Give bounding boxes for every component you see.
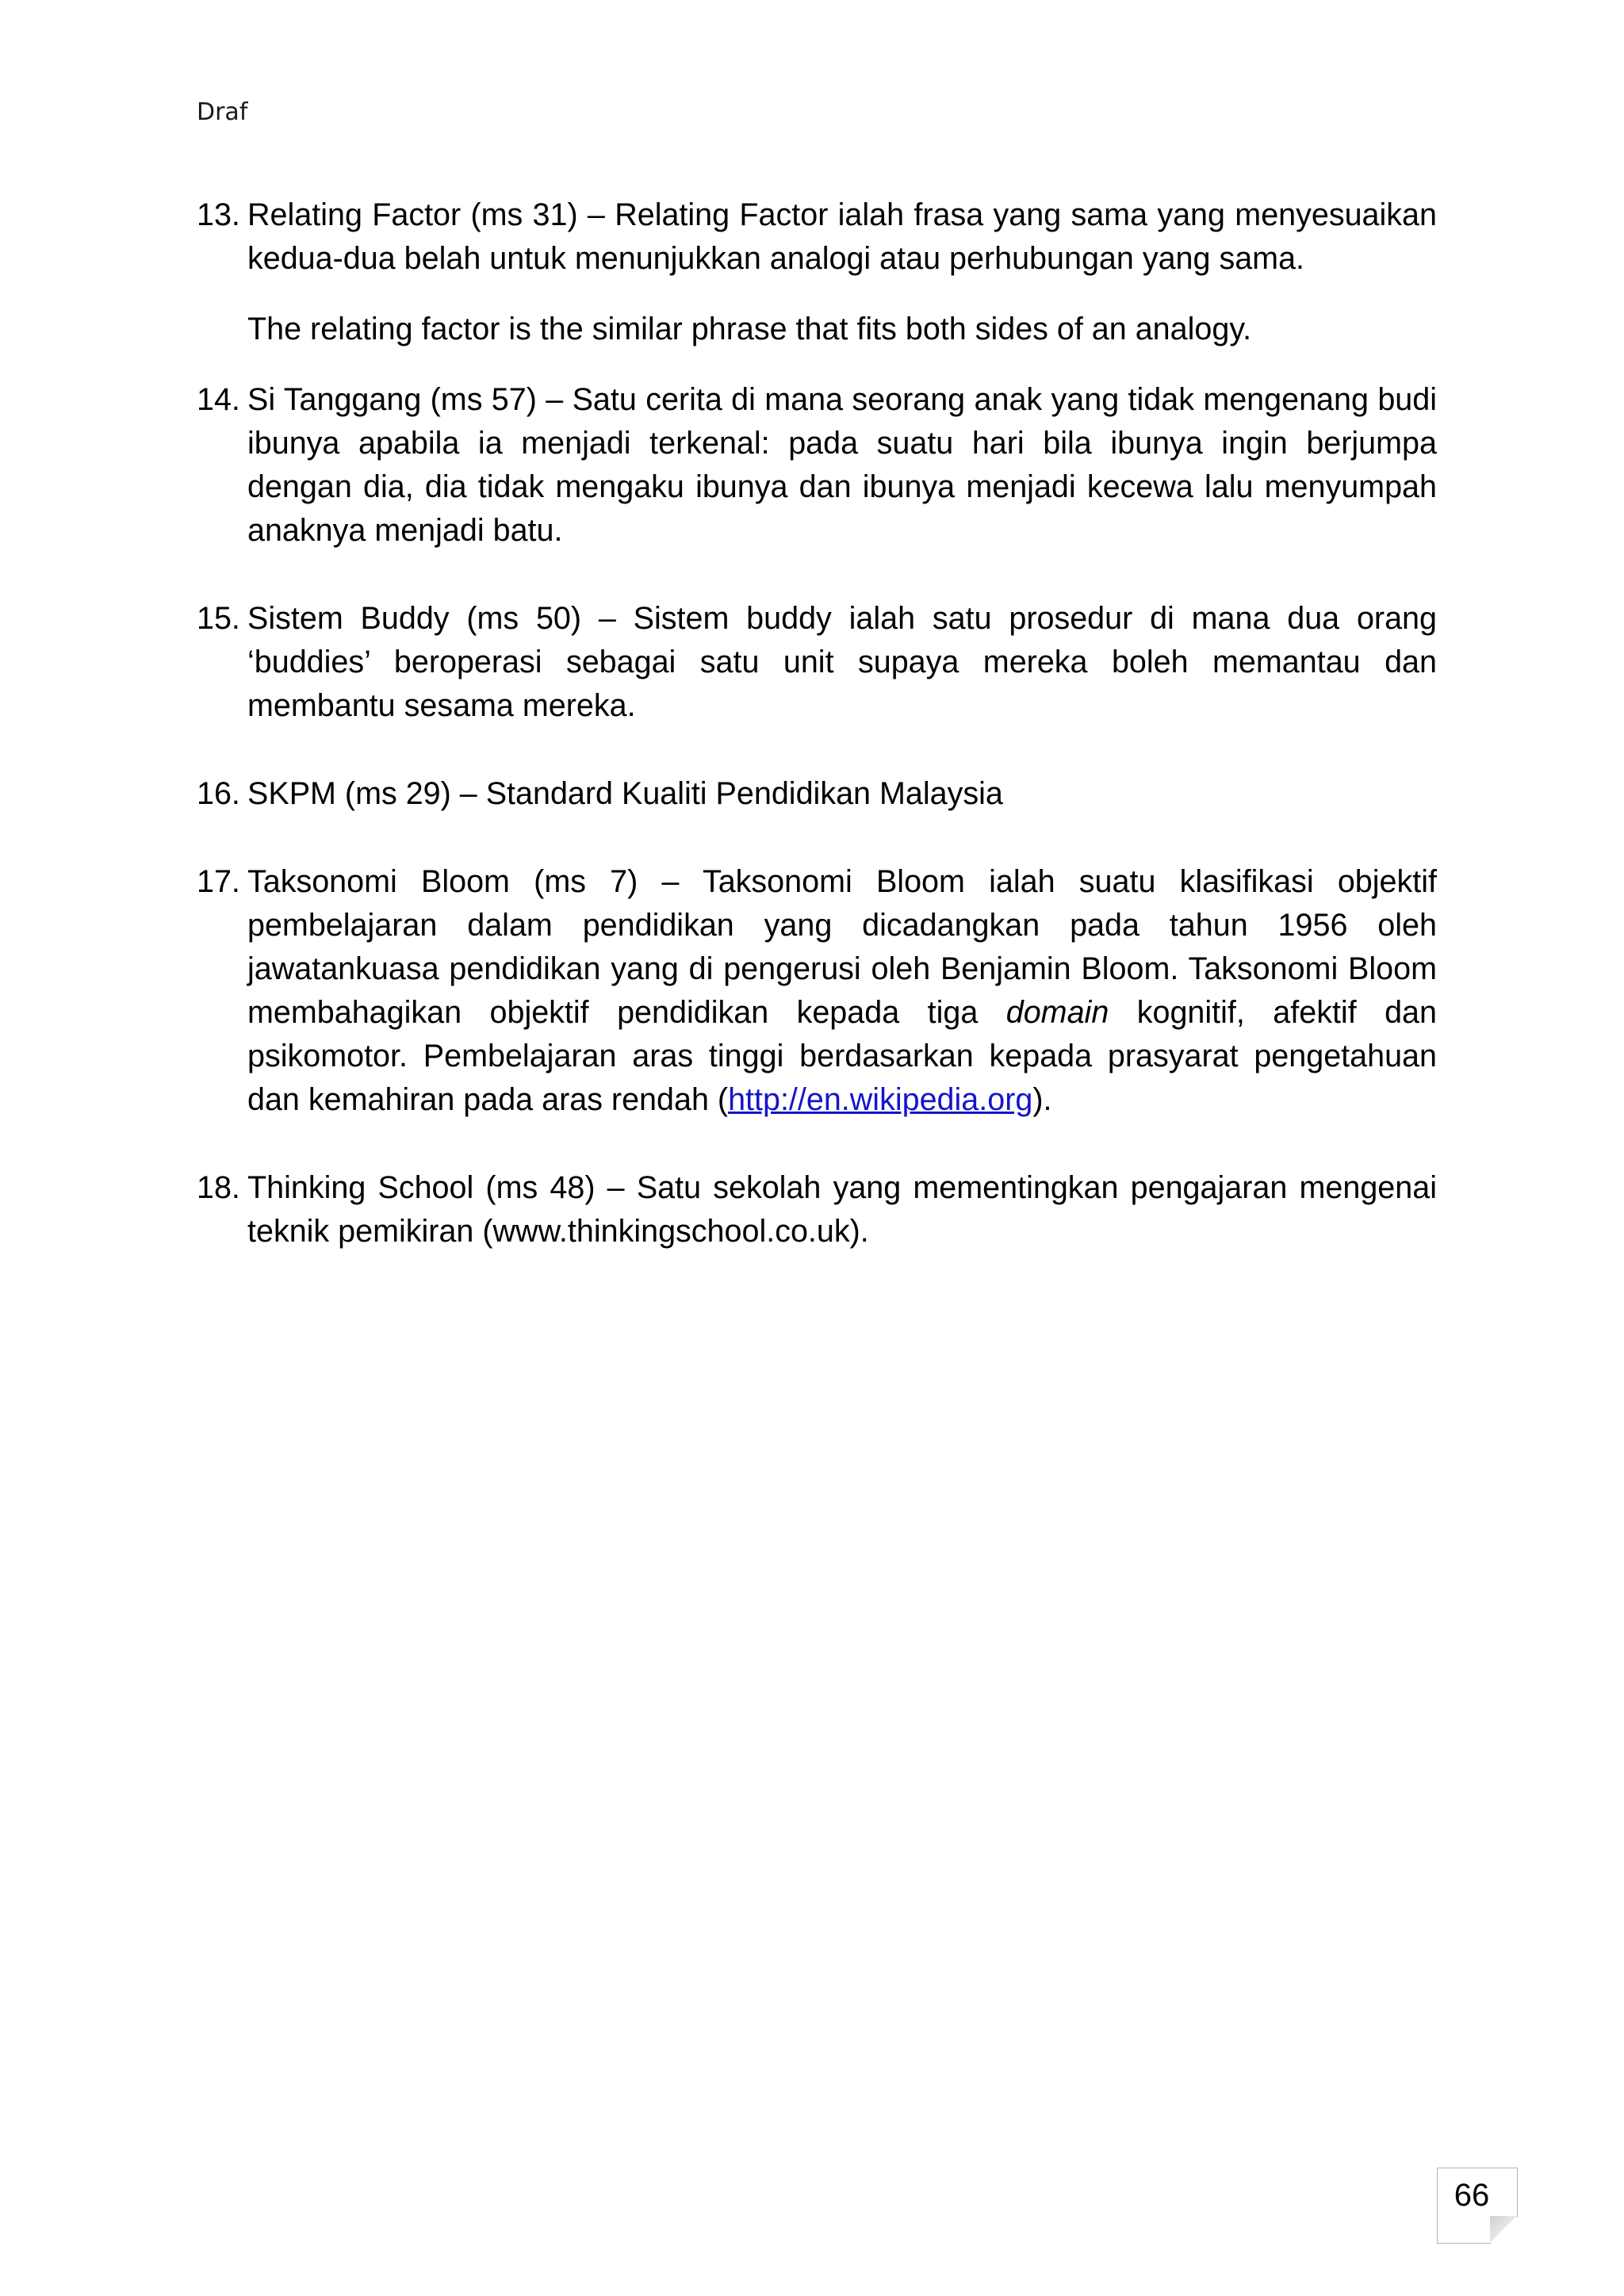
item-text-italic: domain xyxy=(1005,995,1109,1030)
page-number: 66 xyxy=(1454,2178,1490,2213)
list-item xyxy=(197,193,1437,351)
list-item xyxy=(197,597,1437,728)
page-fold-icon xyxy=(1490,2216,1517,2243)
item-text: Sistem Buddy (ms 50) – Sistem buddy ialah satu prosedur di mana dua orang ‘buddies’ beroperasi sebagai satu unit supaya mereka boleh memantau dan membantu sesama mereka. xyxy=(247,601,1437,723)
glossary-list xyxy=(197,193,1437,1253)
item-text-part: ). xyxy=(1032,1082,1052,1117)
item-text-part: kognitif, afektif dan psikomotor. Pembelajaran aras tinggi berdasarkan kepada prasyarat pengetahuan dan kemahiran pada aras rendah ( xyxy=(247,995,1437,1117)
item-body xyxy=(247,378,1437,553)
item-text: Si Tanggang (ms 57) – Satu cerita di mana seorang anak yang tidak mengenang budi ibunya apabila ia menjadi terkenal: pada suatu hari bila ibunya ingin berjumpa dengan dia, dia tidak mengaku ibunya dan ibunya menjadi kecewa lalu menyumpah anaknya menjadi batu. xyxy=(247,382,1437,548)
item-number: 16. xyxy=(197,776,240,811)
item-text: Relating Factor (ms 31) – Relating Factor ialah frasa yang sama yang menyesuaikan kedua-dua belah untuk menunjukkan analogi atau perhubungan yang sama. xyxy=(247,197,1437,276)
item-number: 14. xyxy=(197,382,240,417)
item-text-part: Taksonomi Bloom (ms 7) – Taksonomi Bloom ialah suatu klasifikasi objektif pembelajaran dalam pendidikan yang dicadangkan pada tahun 1956 oleh jawatankuasa pendidikan yang di pengerusi oleh Benjamin Bloom. Taksonomi Bloom membahagikan objektif pendidikan kepada tiga xyxy=(247,864,1437,1030)
item-body xyxy=(247,860,1437,1122)
item-text: SKPM (ms 29) – Standard Kualiti Pendidikan Malaysia xyxy=(247,776,1003,811)
item-body xyxy=(247,1166,1437,1253)
list-item xyxy=(197,860,1437,1122)
item-number: 13. xyxy=(197,197,240,232)
list-item xyxy=(197,1166,1437,1253)
list-item xyxy=(197,378,1437,553)
item-note: The relating factor is the similar phrase that fits both sides of an analogy. xyxy=(247,312,1252,346)
item-body xyxy=(247,193,1437,351)
page-number-box xyxy=(1437,2168,1518,2244)
item-number: 15. xyxy=(197,601,240,636)
wikipedia-link[interactable]: http://en.wikipedia.org xyxy=(728,1082,1033,1117)
item-text: Thinking School (ms 48) – Satu sekolah yang mementingkan pengajaran mengenai teknik pemikiran (www.thinkingschool.co.uk). xyxy=(247,1170,1437,1249)
item-number: 18. xyxy=(197,1170,240,1205)
item-body xyxy=(247,597,1437,728)
draft-header: Draf xyxy=(197,98,248,126)
item-text xyxy=(247,860,1437,1122)
item-body xyxy=(247,772,1437,816)
item-number: 17. xyxy=(197,864,240,899)
list-item xyxy=(197,772,1437,816)
